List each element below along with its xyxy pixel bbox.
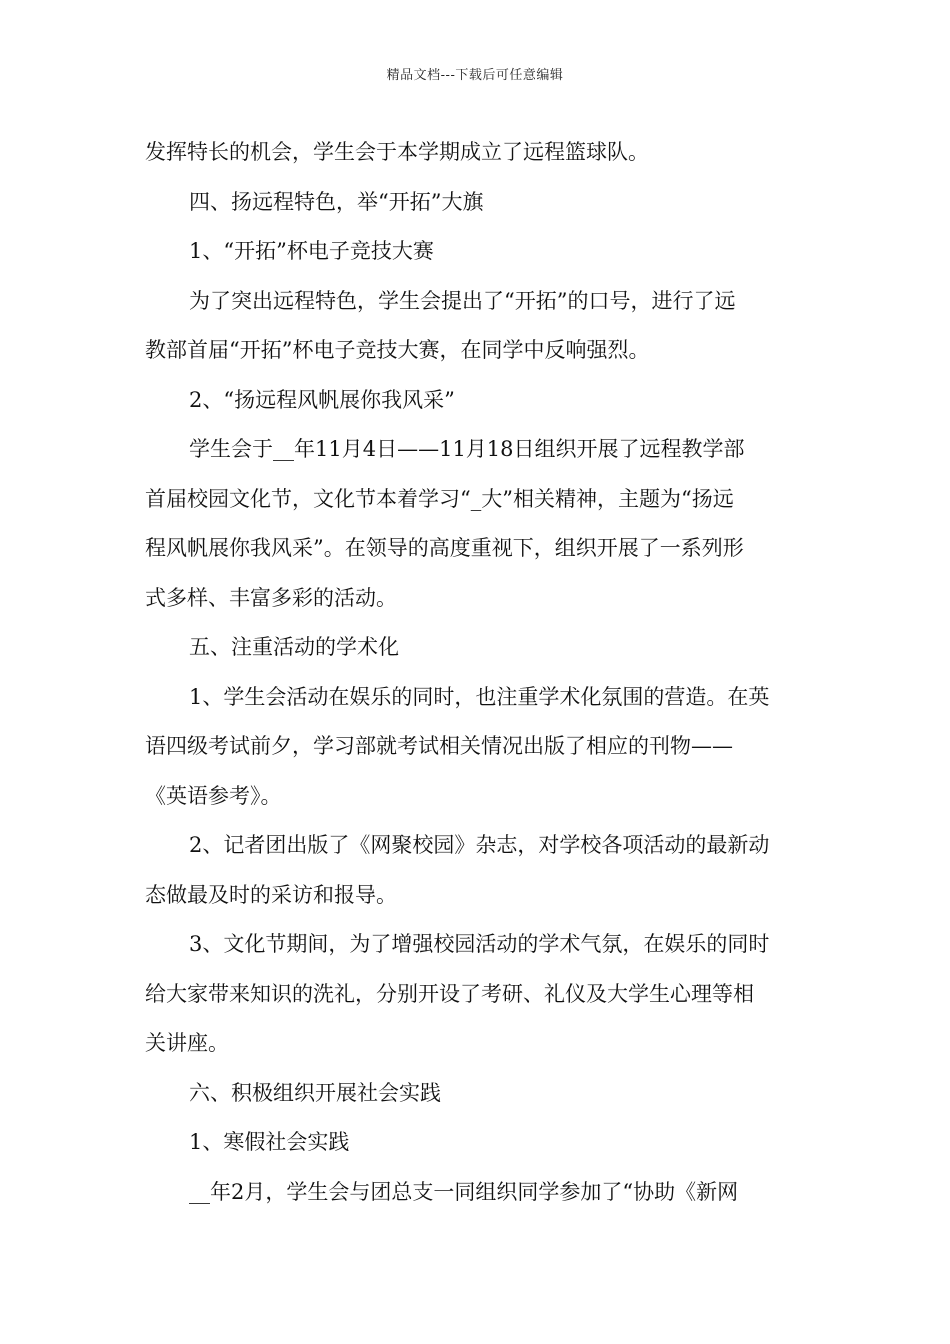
text-line: 首届校园文化节，文化节本着学习“_大”相关精神，主题为“扬远 [145, 486, 734, 511]
text-line: 态做最及时的采访和报导。 [145, 882, 397, 907]
subsection-heading: 2、“扬远程风帆展你我风采” [189, 387, 455, 412]
text-line: 教部首届“开拓”杯电子竞技大赛，在同学中反响强烈。 [145, 338, 650, 362]
text-line: 2、记者团出版了《网聚校园》杂志，对学校各项活动的最新动 [189, 833, 770, 857]
section-heading: 六、积极组织开展社会实践 [189, 1080, 441, 1105]
document-body [145, 128, 810, 1217]
text-line: 3、文化节期间，为了增强校园活动的学术气氛，在娱乐的同时 [189, 932, 770, 956]
subsection-heading: 1、“开拓”杯电子竞技大赛 [189, 239, 434, 263]
section-heading: 五、注重活动的学术化 [189, 635, 399, 659]
page-header: 精品文档---下载后可任意编辑 [386, 68, 564, 83]
subsection-heading: 1、寒假社会实践 [189, 1130, 350, 1154]
text-line: __年2月，学生会与团总支一同组织同学参加了“协助《新网 [189, 1179, 739, 1204]
text-line: 程风帆展你我风采”。在领导的高度重视下，组织开展了一系列形 [145, 536, 744, 560]
text-line: 为了突出远程特色，学生会提出了“开拓”的口号，进行了远 [189, 288, 736, 313]
section-heading: 四、扬远程特色，举“开拓”大旗 [189, 189, 484, 214]
text-line: 《英语参考》。 [145, 783, 282, 808]
text-line: 给大家带来知识的洗礼，分别开设了考研、礼仪及大学生心理等相 [145, 981, 754, 1006]
text-line: 1、学生会活动在娱乐的同时，也注重学术化氛围的营造。在英 [189, 684, 770, 709]
text-line: 学生会于__年11月4日——11月18日组织开展了远程教学部 [189, 437, 745, 461]
text-line: 关讲座。 [145, 1031, 229, 1055]
text-line: 发挥特长的机会，学生会于本学期成立了远程篮球队。 [145, 140, 649, 164]
text-line: 语四级考试前夕，学习部就考试相关情况出版了相应的刊物—— [145, 734, 733, 758]
text-line: 式多样、丰富多彩的活动。 [145, 585, 397, 610]
